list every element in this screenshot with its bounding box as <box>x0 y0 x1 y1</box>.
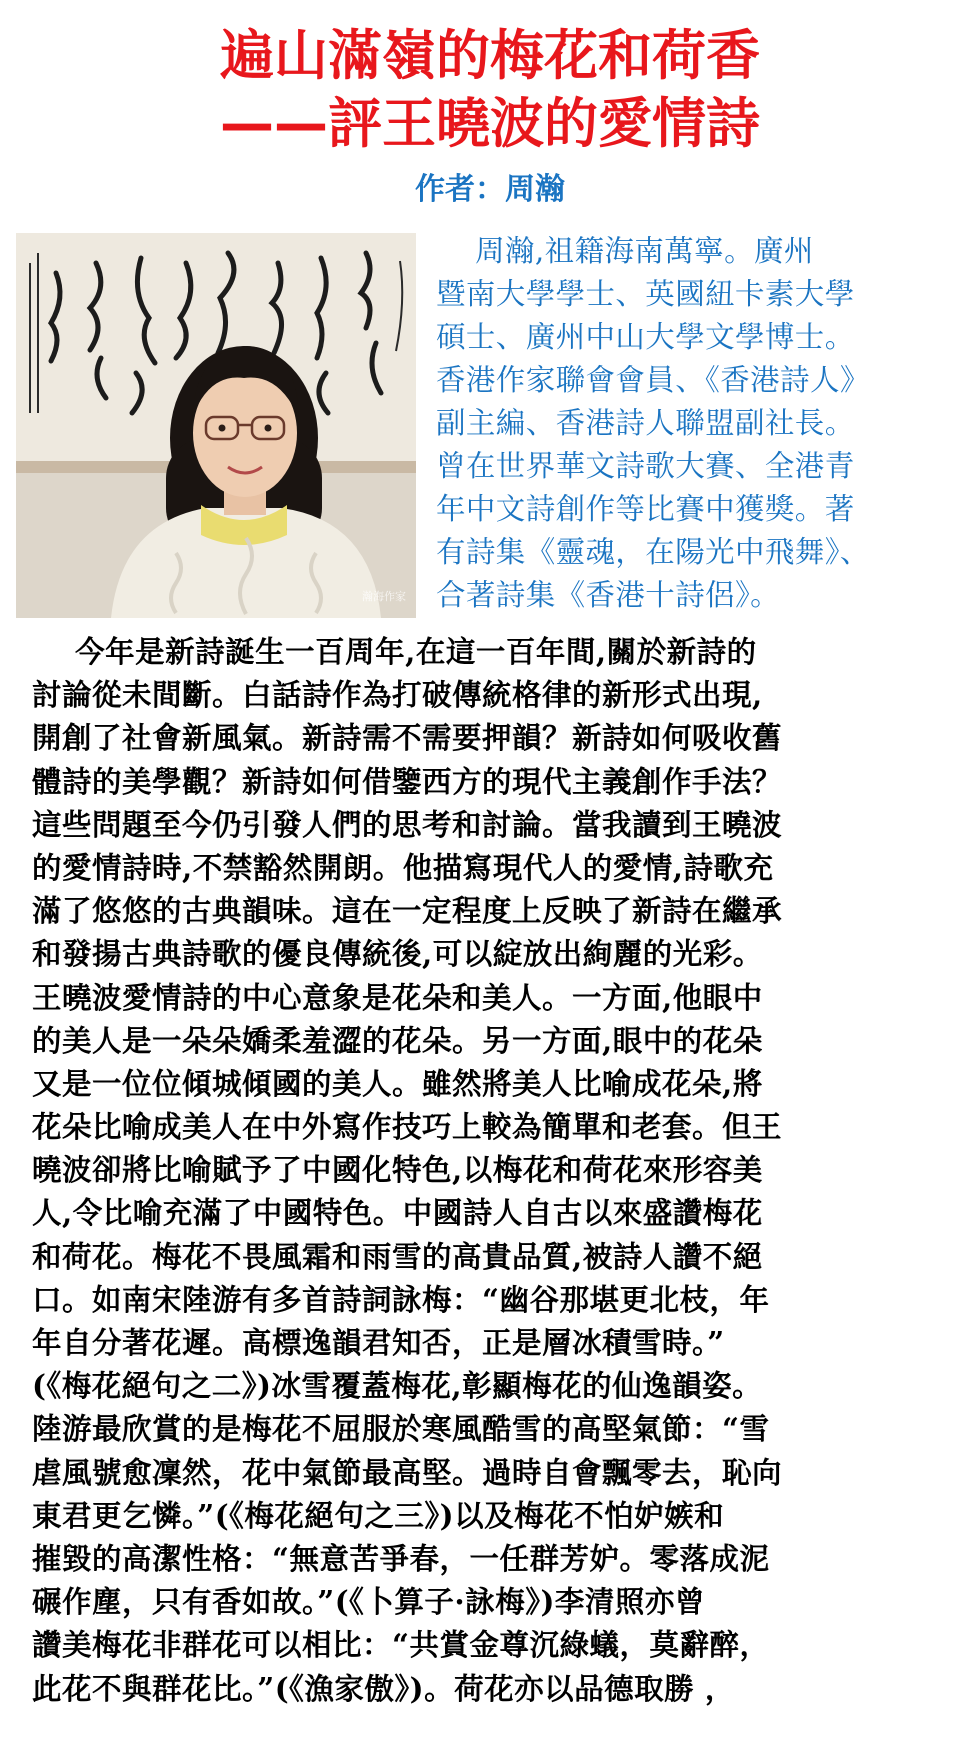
bio-line: 副主編、香港詩人聯盟副社長。 <box>436 406 855 440</box>
body-line: 陸游最欣賞的是梅花不屈服於寒風酷雪的高堅氣節：“雪 <box>32 1411 770 1447</box>
body-line: 體詩的美學觀？新詩如何借鑒西方的現代主義創作手法？ <box>32 763 783 799</box>
body-line: 口。如南宋陸游有多首詩詞詠梅：“幽谷那堪更北枝，年 <box>32 1281 770 1317</box>
body-line: 讚美梅花非群花可以相比：“共賞金尊沉綠蟻，莫辭醉， <box>32 1627 770 1663</box>
author-bio <box>436 230 976 617</box>
body-line: 又是一位位傾城傾國的美人。雖然將美人比喻成花朵,將 <box>32 1065 763 1101</box>
body-line: 這些問題至今仍引發人們的思考和討論。當我讀到王曉波 <box>32 806 783 842</box>
author-photo-illustration <box>16 233 416 618</box>
body-line: 的美人是一朵朵嬌柔羞澀的花朵。另一方面,眼中的花朵 <box>32 1022 763 1058</box>
body-line: 人,令比喻充滿了中國特色。中國詩人自古以來盛讚梅花 <box>32 1195 763 1231</box>
title-line-1: 遍山滿嶺的梅花和荷香 <box>220 24 760 87</box>
bio-line: 曾在世界華文詩歌大賽、全港青 <box>436 449 855 483</box>
body-line: 此花不與群花比。”(《漁家傲》)。荷花亦以品德取勝 ， <box>32 1670 735 1706</box>
body-line: 花朵比喻成美人在中外寫作技巧上較為簡單和老套。但王 <box>32 1109 783 1145</box>
author-photo <box>16 233 416 618</box>
photo-watermark: 瀚海作家 <box>362 590 406 603</box>
bio-line: 合著詩集《香港十詩侶》。 <box>436 578 781 612</box>
body-line: 的愛情詩時,不禁豁然開朗。他描寫現代人的愛情,詩歌充 <box>32 849 774 885</box>
article-body <box>32 630 972 1710</box>
body-line: 虐風號愈凜然，花中氣節最高堅。過時自會飄零去，恥向 <box>32 1454 783 1490</box>
body-line: 東君更乞憐。”(《梅花絕句之三》)以及梅花不怕妒嫉和 <box>32 1497 725 1533</box>
author-line: 作者：周瀚 <box>415 172 565 207</box>
bio-line: 香港作家聯會會員、《香港詩人》 <box>436 363 870 397</box>
body-line: 曉波卻將比喻賦予了中國化特色,以梅花和荷花來形容美 <box>32 1152 763 1188</box>
body-line: 年自分著花遲。高標逸韻君知否，正是層冰積雪時。” <box>32 1325 725 1360</box>
body-line: 和荷花。梅花不畏風霜和雨雪的高貴品質,被詩人讚不絕 <box>32 1238 763 1274</box>
title-line-2: ——評王曉波的愛情詩 <box>220 92 760 155</box>
body-line: 今年是新詩誕生一百周年,在這一百年間,關於新詩的 <box>32 634 757 669</box>
body-line: 討論從未間斷。白話詩作為打破傳統格律的新形式出現, <box>32 677 763 713</box>
body-line: 摧毀的高潔性格：“無意苦爭春，一任群芳妒。零落成泥 <box>32 1540 770 1576</box>
body-line: 王曉波愛情詩的中心意象是花朵和美人。一方面,他眼中 <box>32 979 763 1015</box>
body-line: 開創了社會新風氣。新詩需不需要押韻？新詩如何吸收舊 <box>32 720 783 756</box>
body-line: (《梅花絕句之二》)冰雪覆蓋梅花,彰顯梅花的仙逸韻姿。 <box>32 1368 763 1404</box>
body-line: 碾作塵，只有香如故。”(《卜算子·詠梅》)李清照亦曾 <box>32 1584 705 1620</box>
body-line: 和發揚古典詩歌的優良傳統後,可以綻放出絢麗的光彩。 <box>32 936 763 972</box>
body-line: 滿了悠悠的古典韻味。這在一定程度上反映了新詩在繼承 <box>32 893 783 929</box>
bio-line: 暨南大學學士、英國紐卡素大學 <box>436 277 855 311</box>
bio-line: 年中文詩創作等比賽中獲獎。著 <box>436 492 855 526</box>
bio-line: 周瀚,祖籍海南萬寧。廣州 <box>436 234 814 268</box>
bio-line: 有詩集《靈魂，在陽光中飛舞》、 <box>436 535 870 569</box>
bio-line: 碩士、廣州中山大學文學博士。 <box>436 320 855 354</box>
